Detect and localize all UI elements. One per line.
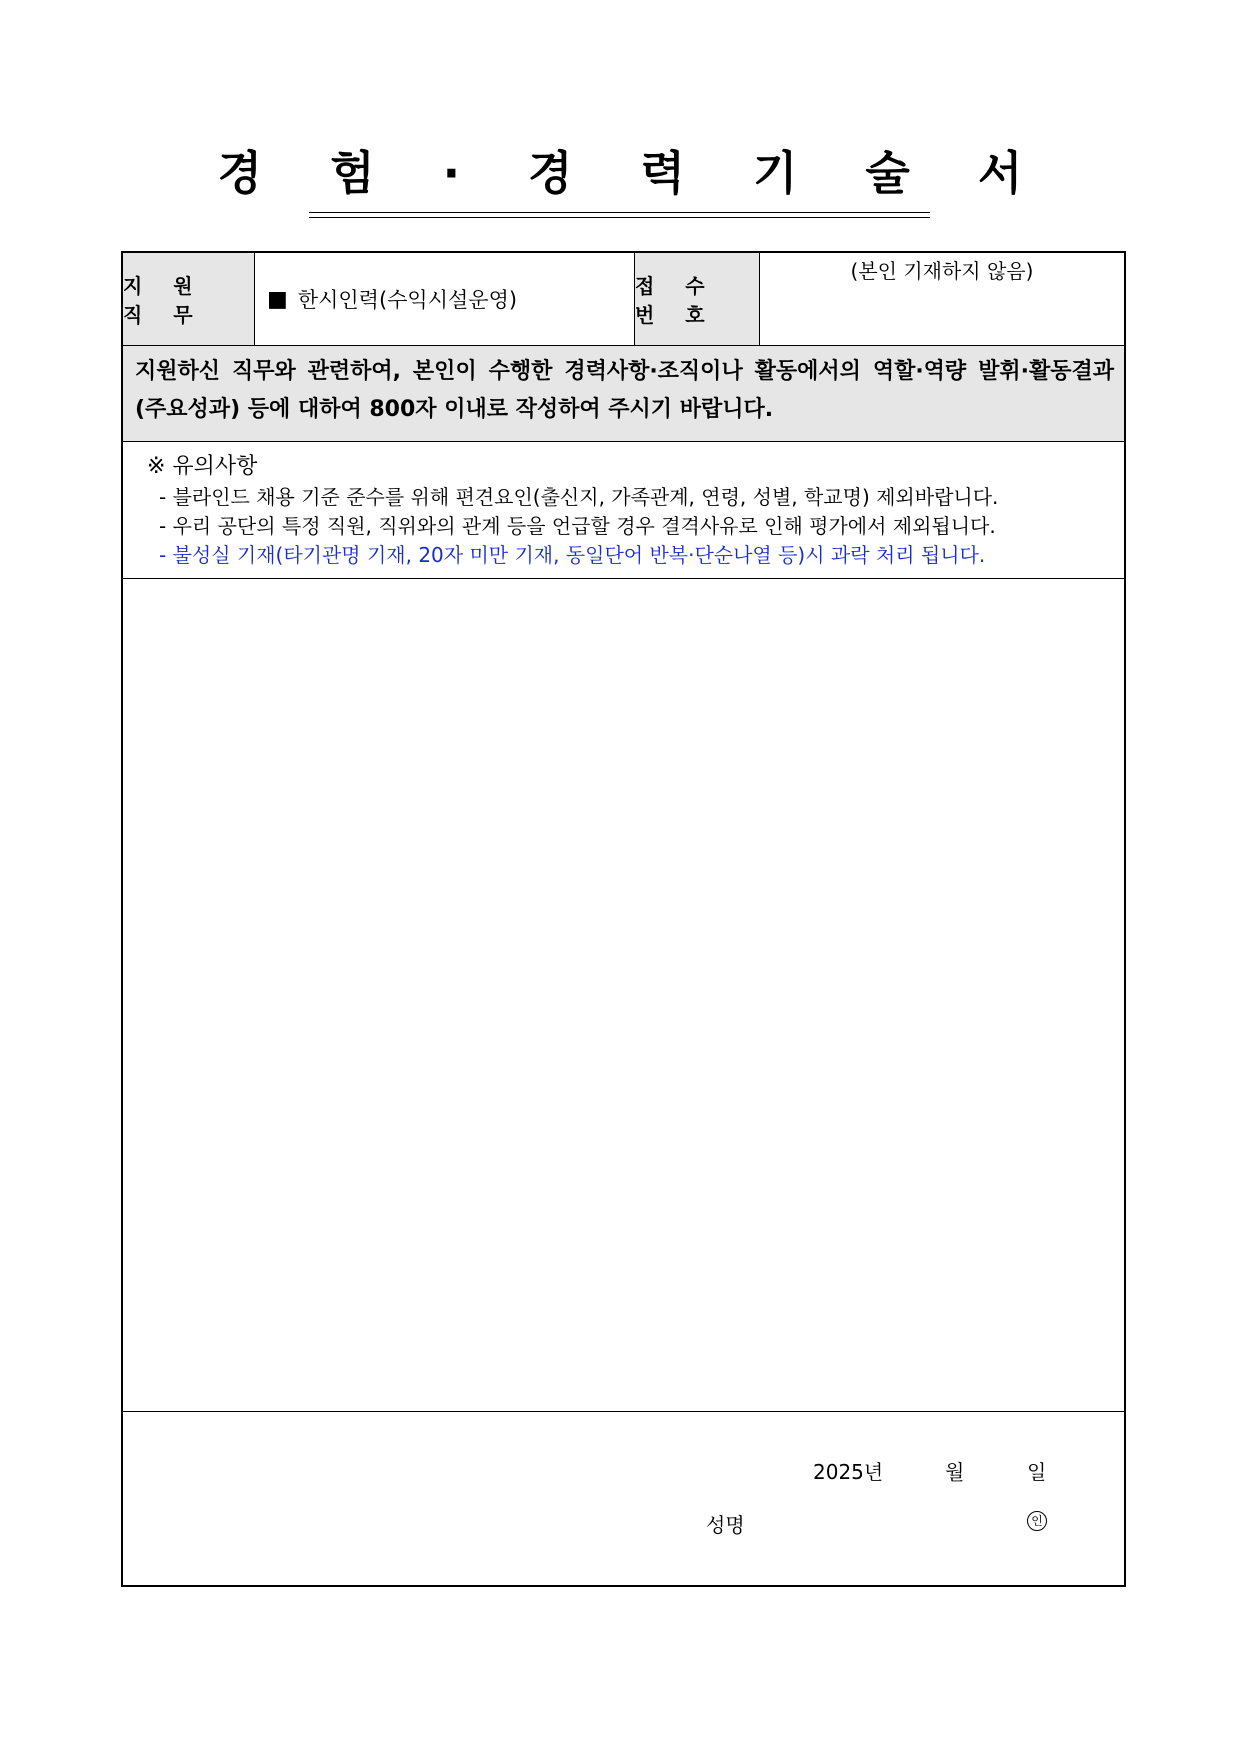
year-text: 2025년	[813, 1460, 884, 1484]
notes-section	[123, 442, 1124, 578]
seal-icon: 인	[1027, 1511, 1047, 1531]
job-value: 한시인력(수익시설운영)	[297, 288, 518, 312]
checkbox-square-icon: ■	[267, 286, 288, 312]
note-item: - 우리 공단의 특정 직원, 직위와의 관계 등을 언급할 경우 결격사유로 인해 평가에서 제외됩니다.	[159, 514, 996, 538]
career-form	[121, 251, 1126, 1587]
job-value-cell	[255, 253, 635, 345]
title-underline	[309, 212, 930, 218]
signature-section	[123, 1412, 1124, 1585]
receipt-number-field[interactable]	[760, 253, 1124, 345]
name-label: 성명	[706, 1513, 745, 1537]
note-item-highlight: - 불성실 기재(타기관명 기재, 20자 미만 기재, 동일단어 반복·단순나열 등)시 과락 처리 됩니다.	[159, 543, 986, 567]
receipt-note: (본인 기재하지 않음)	[850, 259, 1034, 283]
document-title: 경 험 · 경 력 기 술 서	[217, 146, 1049, 200]
instruction-text: 지원하신 직무와 관련하여, 본인이 수행한 경력사항·조직이나 활동에서의 역할·역량 발휘·활동결과 (주요성과) 등에 대하여 800자 이내로 작성하여 주시기 바랍니다.	[123, 346, 1124, 441]
month-field[interactable]: 월	[945, 1460, 965, 1484]
note-item: - 블라인드 채용 기준 준수를 위해 편견요인(출신지, 가족관계, 연령, 성별, 학교명) 제외바랍니다.	[159, 485, 999, 509]
notes-title: ※ 유의사항	[147, 454, 258, 479]
job-label: 지 원 직 무	[123, 253, 254, 345]
receipt-label: 접 수 번 호	[635, 253, 759, 345]
career-description-area[interactable]	[123, 579, 1124, 1411]
day-field[interactable]: 일	[1027, 1460, 1047, 1484]
